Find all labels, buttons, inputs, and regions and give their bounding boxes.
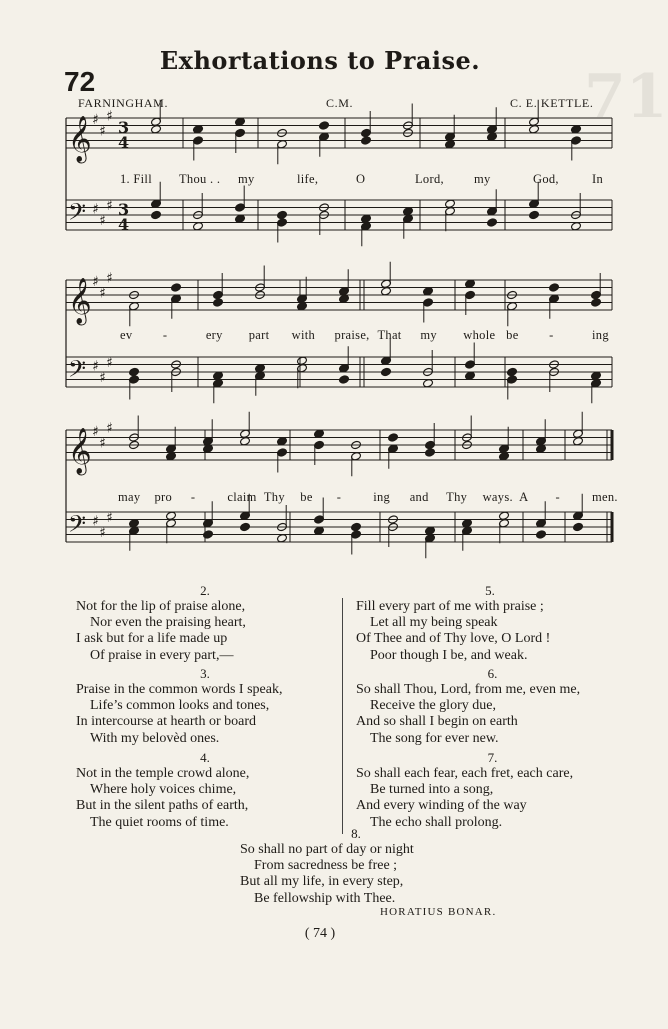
lyric-syllable: whole	[463, 328, 496, 342]
lyric-syllable: O	[356, 172, 366, 186]
lyric-syllable: and	[409, 490, 429, 504]
notehead	[193, 125, 204, 134]
notehead	[314, 429, 325, 438]
lyric-syllable: be	[300, 490, 313, 504]
notehead	[571, 125, 582, 134]
verse-number: 5.	[485, 583, 495, 598]
lyric-syllable: may	[118, 490, 141, 504]
lyric-syllable: -	[549, 328, 554, 342]
notehead	[465, 371, 476, 380]
sharp-sign: ♯	[99, 369, 106, 386]
verse-line: From sacredness be free ;	[254, 858, 398, 874]
notehead	[351, 522, 362, 531]
tune-name: FARNINGHAM.	[78, 96, 169, 110]
lyric-syllable: Thy	[446, 490, 468, 504]
verse-line: Fill every part of me with praise ;	[356, 599, 544, 614]
notehead	[129, 519, 140, 528]
bleed-through-mark: 71	[584, 62, 668, 132]
verse-3	[70, 666, 340, 747]
verse-4	[70, 750, 340, 831]
lyrics-system-1	[0, 172, 640, 190]
verse-line: Nor even the praising heart,	[90, 615, 246, 631]
lyric-syllable: -	[190, 490, 196, 504]
time-signature-bottom: 4	[118, 133, 130, 152]
page-number: ( 74 )	[304, 926, 336, 941]
notehead	[536, 530, 547, 539]
notehead	[361, 214, 372, 223]
verse-line: Where holy voices chime,	[90, 782, 237, 798]
notehead	[193, 222, 204, 231]
notehead	[314, 526, 325, 535]
treble-clef: 𝄞	[68, 278, 92, 324]
notehead	[151, 125, 162, 134]
lyric-syllable: claim	[227, 490, 257, 504]
verse-line: Life’s common looks and tones,	[90, 698, 270, 714]
lyric-syllable: -	[162, 328, 168, 342]
hymn-author: HORATIUS BONAR.	[380, 906, 497, 918]
lyric-syllable: Thy	[263, 490, 285, 504]
bass-clef: 𝄢	[68, 510, 87, 543]
time-signature-top: 3	[118, 118, 130, 137]
verse-line: So shall each fear, each fret, each care,	[356, 766, 574, 781]
notehead	[425, 526, 436, 535]
lyric-syllable: Thou . .	[179, 172, 221, 186]
notehead	[381, 287, 392, 296]
notehead	[529, 125, 540, 134]
sharp-sign: ♯	[106, 270, 113, 287]
sharp-sign: ♯	[106, 108, 113, 125]
verse-line: Receive the glory due,	[370, 698, 496, 714]
sharp-sign: ♯	[92, 358, 99, 375]
lyric-syllable: ery	[205, 328, 223, 342]
lyric-syllable: men.	[592, 490, 618, 504]
lyric-syllable: ing	[592, 328, 609, 342]
notehead	[423, 379, 434, 388]
lyric-syllable: God,	[533, 172, 559, 186]
sharp-sign: ♯	[92, 513, 99, 530]
notehead	[129, 367, 140, 376]
lyric-syllable: my	[474, 172, 491, 186]
bass-clef: 𝄢	[68, 355, 87, 388]
sharp-sign: ♯	[99, 212, 106, 229]
notehead	[339, 294, 350, 303]
meter: C.M.	[326, 96, 354, 110]
verse-6	[350, 666, 635, 747]
notehead	[573, 522, 584, 531]
verse-8	[226, 826, 486, 907]
lyric-syllable: my	[420, 328, 437, 342]
lyric-syllable: part	[248, 328, 270, 342]
hymn-number: 72	[64, 66, 96, 97]
verse-number: 8.	[351, 826, 361, 841]
time-signature-top: 3	[118, 200, 130, 219]
verse-line: But all my life, in every step,	[240, 874, 404, 890]
verse-line: But in the silent paths of earth,	[76, 798, 249, 814]
verse-line: Of Thee and of Thy love, O Lord !	[356, 631, 551, 647]
notehead	[423, 287, 434, 296]
lyric-syllable: ev	[120, 328, 133, 342]
composer: C. E. KETTLE.	[510, 96, 594, 110]
notehead	[499, 452, 510, 461]
notehead	[465, 279, 476, 288]
notehead	[297, 302, 308, 311]
notehead	[235, 214, 246, 223]
verse-line: Let all my being speak	[370, 615, 498, 631]
verse-line: Be fellowship with Thee.	[254, 890, 396, 906]
verse-line: Not for the lip of praise alone,	[76, 599, 246, 614]
notehead	[462, 519, 473, 528]
notehead	[297, 356, 308, 365]
verse-line: The song for ever new.	[370, 730, 499, 746]
notehead	[361, 136, 372, 145]
sharp-sign: ♯	[92, 112, 99, 128]
sharp-sign: ♯	[106, 354, 113, 371]
lyric-syllable: In	[592, 172, 604, 186]
notehead	[166, 511, 177, 520]
lyric-syllable: Lord,	[415, 172, 444, 186]
verse-7	[350, 750, 635, 831]
lyric-syllable: my	[238, 172, 255, 186]
notehead	[591, 298, 602, 307]
notehead	[573, 437, 584, 446]
lyric-syllable: -	[336, 490, 342, 504]
lyric-syllable: A	[519, 490, 529, 504]
notehead	[487, 218, 498, 227]
verse-line: The quiet rooms of time.	[90, 814, 229, 830]
verse-line: The echo shall prolong.	[370, 814, 503, 830]
lyric-syllable: 1. Fill	[120, 172, 152, 186]
verse-line: So shall Thou, Lord, from me, even me,	[356, 682, 581, 697]
notehead	[403, 207, 414, 216]
notehead	[571, 222, 582, 231]
notehead	[203, 530, 214, 539]
notehead	[166, 452, 177, 461]
verse-line: And so shall I begin on earth	[356, 714, 518, 730]
verse-5	[350, 583, 630, 664]
verse-line: Not in the temple crowd alone,	[76, 766, 250, 781]
sharp-sign: ♯	[99, 524, 106, 541]
sharp-sign: ♯	[92, 424, 99, 440]
lyric-syllable: be	[506, 328, 519, 342]
notehead	[499, 511, 510, 520]
notehead	[536, 444, 547, 453]
sharp-sign: ♯	[92, 201, 99, 218]
verse-line: Praise in the common words I speak,	[76, 682, 283, 697]
sharp-sign: ♯	[99, 123, 106, 140]
lyric-syllable: life,	[297, 172, 319, 186]
notehead	[445, 140, 456, 149]
lyric-syllable: ways.	[482, 490, 513, 504]
lyric-syllable: with	[291, 328, 316, 342]
sharp-sign: ♯	[106, 509, 113, 526]
notehead	[549, 283, 560, 292]
notehead	[240, 522, 251, 531]
notehead	[445, 199, 456, 208]
notehead	[171, 283, 182, 292]
notehead	[487, 132, 498, 141]
notehead	[277, 437, 288, 446]
lyric-syllable: That	[377, 328, 402, 342]
column-divider	[342, 598, 343, 834]
time-signature-bottom: 4	[118, 215, 130, 234]
verse-line: Of praise in every part,—	[90, 647, 234, 663]
notehead	[277, 210, 288, 219]
sharp-sign: ♯	[106, 197, 113, 214]
notehead	[319, 121, 330, 130]
hymn-section-title: Exhortations to Praise.	[159, 46, 481, 75]
verse-number: 6.	[487, 666, 498, 681]
verse-line: With my belovèd ones.	[90, 730, 220, 746]
treble-clef: 𝄞	[68, 428, 92, 474]
notehead	[339, 375, 350, 384]
notehead	[240, 437, 251, 446]
lyrics-system-2	[0, 328, 640, 346]
notehead	[388, 433, 399, 442]
notehead	[425, 448, 436, 457]
treble-clef: 𝄞	[68, 116, 92, 162]
notehead	[213, 371, 224, 380]
notehead	[235, 117, 246, 126]
sharp-sign: ♯	[99, 435, 106, 452]
lyric-syllable: pro	[154, 490, 173, 504]
verse-number: 3.	[200, 666, 210, 681]
verse-number: 2.	[200, 583, 210, 598]
verse-line: In intercourse at hearth or board	[76, 714, 256, 730]
notehead	[381, 367, 392, 376]
sharp-sign: ♯	[106, 420, 113, 437]
notehead	[529, 210, 540, 219]
verse-number: 7.	[487, 750, 498, 765]
verse-line: So shall no part of day or night	[240, 842, 414, 857]
verse-line: Be turned into a song,	[370, 782, 494, 798]
notehead	[507, 367, 518, 376]
verse-line: And every winding of the way	[356, 798, 527, 814]
lyric-syllable: praise,	[334, 328, 370, 342]
verse-number: 4.	[200, 750, 210, 765]
sharp-sign: ♯	[99, 285, 106, 302]
notehead	[255, 364, 266, 373]
notehead	[203, 444, 214, 453]
notehead	[277, 534, 288, 543]
sharp-sign: ♯	[92, 274, 99, 290]
notehead	[151, 210, 162, 219]
verse-line: I ask but for a life made up	[76, 631, 228, 647]
bass-clef: 𝄢	[68, 198, 87, 231]
lyric-syllable: ing	[373, 490, 391, 504]
verse-line: Poor though I be, and weak.	[370, 647, 528, 663]
verse-2	[70, 583, 340, 664]
lyrics-system-3	[0, 490, 640, 508]
lyric-syllable: -	[555, 490, 560, 504]
notehead	[591, 371, 602, 380]
notehead	[213, 298, 224, 307]
